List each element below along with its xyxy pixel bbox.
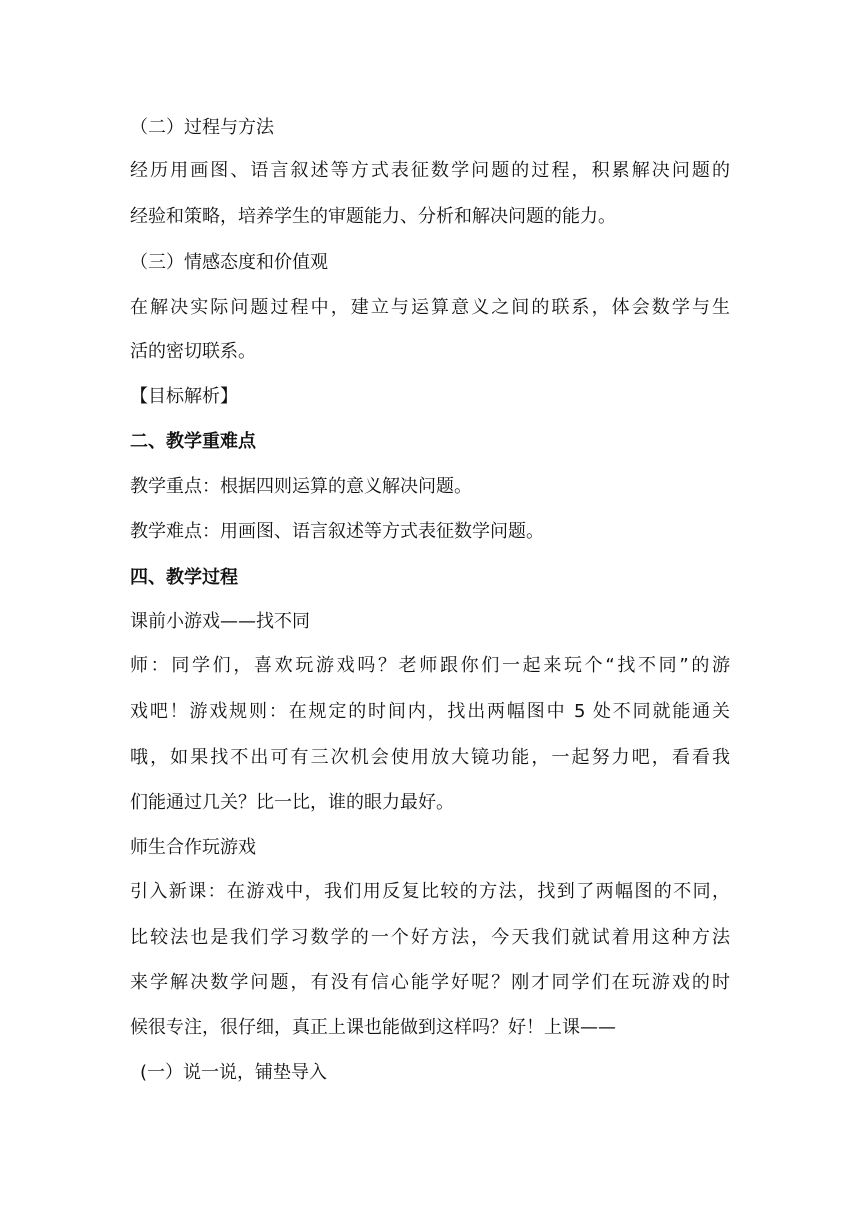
paragraph-line: 经验和策略，培养学生的审题能力、分析和解决问题的能力。	[130, 206, 616, 227]
section-heading-key-difficult-points: 二、教学重难点	[130, 431, 256, 452]
paragraph-line: 在解决实际问题过程中，建立与运算意义之间的联系，体会数学与生	[130, 297, 730, 318]
section-heading-process-methods: （二）过程与方法	[130, 117, 274, 138]
subsection-heading: (一）说一说，铺垫导入	[140, 1062, 328, 1083]
activity-subtitle: 师生合作玩游戏	[130, 837, 256, 858]
teaching-difficult-point: 教学难点：用画图、语言叙述等方式表征数学问题。	[130, 521, 544, 542]
paragraph-line: 师：同学们，喜欢玩游戏吗？老师跟你们一起来玩个“找不同”的游	[130, 655, 730, 676]
paragraph-line: 来学解决数学问题，有没有信心能学好呢？刚才同学们在玩游戏的时	[130, 972, 730, 993]
paragraph-line: 比较法也是我们学习数学的一个好方法，今天我们就试着用这种方法	[130, 927, 730, 948]
section-heading-teaching-process: 四、教学过程	[130, 567, 238, 588]
paragraph-line: 引入新课：在游戏中，我们用反复比较的方法，找到了两幅图的不同，	[130, 881, 730, 902]
paragraph-line: 戏吧！游戏规则：在规定的时间内，找出两幅图中 5 处不同就能通关	[130, 701, 730, 722]
section-heading-attitudes-values: （三）情感态度和价值观	[130, 252, 328, 273]
goal-analysis-heading: 【目标解析】	[130, 386, 238, 407]
paragraph-line: 们能通过几关？比一比，谁的眼力最好。	[130, 792, 454, 813]
activity-title: 课前小游戏——找不同	[130, 611, 310, 632]
paragraph-line: 哦，如果找不出可有三次机会使用放大镜功能，一起努力吧，看看我	[130, 747, 730, 768]
paragraph-line: 经历用画图、语言叙述等方式表征数学问题的过程，积累解决问题的	[130, 160, 730, 181]
teaching-key-point: 教学重点：根据四则运算的意义解决问题。	[130, 476, 472, 497]
paragraph-line: 候很专注，很仔细，真正上课也能做到这样吗？好！上课——	[130, 1017, 616, 1038]
paragraph-line: 活的密切联系。	[130, 341, 256, 362]
